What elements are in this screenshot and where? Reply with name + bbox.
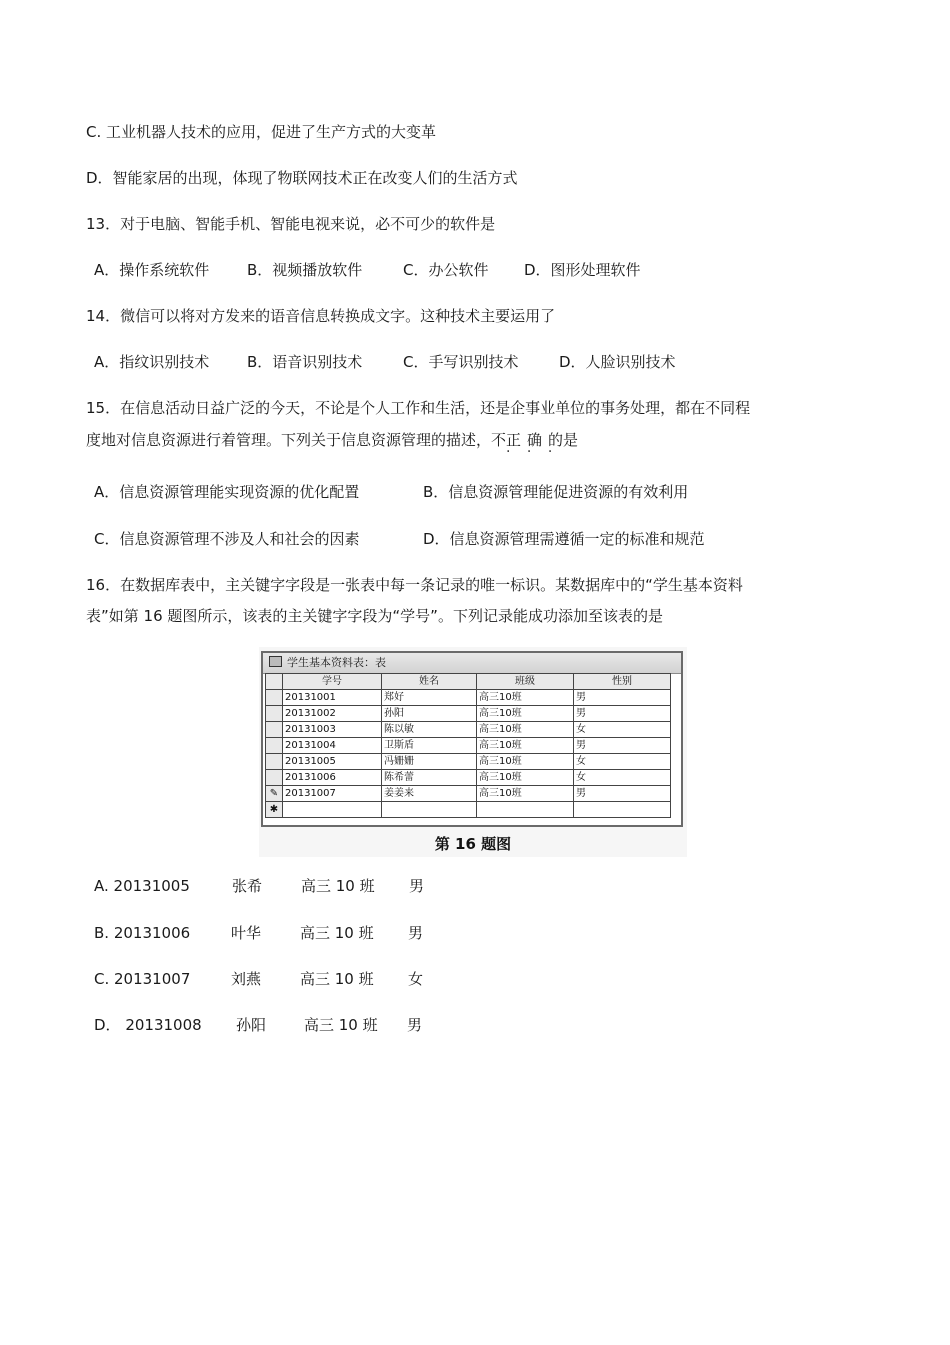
q16-stem-line1: 16．在数据库表中，主关键字字段是一张表中每一条记录的唯一标识。某数据库中的“学生基本资料 xyxy=(86,576,743,594)
table-icon xyxy=(269,656,282,667)
q12-option-d: D．智能家居的出现，体现了物联网技术正在改变人们的生活方式 xyxy=(86,169,518,187)
q16-option-gender: 女 xyxy=(408,970,424,988)
cell-id: 20131007 xyxy=(283,786,382,802)
row-selector xyxy=(266,722,283,738)
cell-id: 20131001 xyxy=(283,690,382,706)
window-title: 学生基本资料表：表 xyxy=(287,656,386,669)
cell-name: 孙阳 xyxy=(382,706,477,722)
q14-option-c: C．手写识别技术 xyxy=(403,353,519,371)
cell-empty xyxy=(477,802,574,818)
cell-id: 20131006 xyxy=(283,770,382,786)
cell-class: 高三10班 xyxy=(477,722,574,738)
q16-figure xyxy=(259,647,687,857)
q15-option-d: D．信息资源管理需遵循一定的标准和规范 xyxy=(423,530,705,548)
q16-stem-line2: 表”如第 16 题图所示，该表的主关键字字段为“学号”。下列记录能成功添加至该表的是 xyxy=(86,607,663,625)
cell-empty xyxy=(574,802,671,818)
q16-option-name: 孙阳 xyxy=(236,1016,267,1034)
q15-stem-line1: 15．在信息活动日益广泛的今天，不论是个人工作和生活，还是企事业单位的事务处理，都在不同程 xyxy=(86,399,751,417)
cell-id: 20131005 xyxy=(283,754,382,770)
cell-class: 高三10班 xyxy=(477,754,574,770)
table-row xyxy=(266,754,671,770)
q16-option-class: 高三 10 班 xyxy=(300,970,374,988)
q15-option-c: C．信息资源管理不涉及人和社会的因素 xyxy=(94,530,360,548)
cell-name: 郑好 xyxy=(382,690,477,706)
q16-option-gender: 男 xyxy=(409,877,425,895)
q15-emphasis: 正确 · · · xyxy=(506,431,548,449)
q16-option-label: D． 20131008 xyxy=(94,1016,202,1034)
q14-option-a: A．指纹识别技术 xyxy=(94,353,210,371)
row-selector xyxy=(266,754,283,770)
cell-class: 高三10班 xyxy=(477,738,574,754)
cell-gender: 女 xyxy=(574,722,671,738)
q14-stem: 14．微信可以将对方发来的语音信息转换成文字。这种技术主要运用了 xyxy=(86,307,556,325)
cell-id: 20131002 xyxy=(283,706,382,722)
row-selector xyxy=(266,770,283,786)
cell-gender: 男 xyxy=(574,690,671,706)
q15-option-a: A．信息资源管理能实现资源的优化配置 xyxy=(94,483,360,501)
window-titlebar xyxy=(263,653,681,674)
q14-option-b: B．语音识别技术 xyxy=(247,353,363,371)
table-row xyxy=(266,706,671,722)
table-row xyxy=(266,786,671,802)
q16-option-class: 高三 10 班 xyxy=(304,1016,378,1034)
cell-class: 高三10班 xyxy=(477,706,574,722)
cell-class: 高三10班 xyxy=(477,690,574,706)
row-selector-header xyxy=(266,674,283,690)
row-selector xyxy=(266,706,283,722)
cell-gender: 男 xyxy=(574,738,671,754)
table-row xyxy=(266,690,671,706)
q13-option-a: A．操作系统软件 xyxy=(94,261,210,279)
q15-stem-line2 xyxy=(86,430,578,450)
cell-gender: 男 xyxy=(574,786,671,802)
table-row xyxy=(266,722,671,738)
q16-option-name: 张希 xyxy=(232,877,263,895)
student-table xyxy=(265,673,671,818)
column-header: 性别 xyxy=(574,674,671,690)
cell-id: 20131004 xyxy=(283,738,382,754)
q16-option-gender: 男 xyxy=(408,924,424,942)
figure-caption: 第 16 题图 xyxy=(434,835,512,853)
cell-name: 陈以敏 xyxy=(382,722,477,738)
q16-option-class: 高三 10 班 xyxy=(300,924,374,942)
column-header: 班级 xyxy=(477,674,574,690)
new-row-marker: ✱ xyxy=(266,802,283,818)
cell-name: 冯姗姗 xyxy=(382,754,477,770)
q16-option-label: B. 20131006 xyxy=(94,924,191,942)
q16-option-name: 叶华 xyxy=(231,924,262,942)
q16-option-label: C. 20131007 xyxy=(94,970,191,988)
cell-name: 姜姜来 xyxy=(382,786,477,802)
q14-option-d: D．人脸识别技术 xyxy=(559,353,676,371)
q16-option-name: 刘燕 xyxy=(231,970,262,988)
cell-empty xyxy=(283,802,382,818)
cell-gender: 女 xyxy=(574,754,671,770)
q15-option-b: B．信息资源管理能促进资源的有效利用 xyxy=(423,483,689,501)
table-header-row xyxy=(266,674,671,690)
column-header: 姓名 xyxy=(382,674,477,690)
cell-empty xyxy=(382,802,477,818)
cell-name: 卫斯盾 xyxy=(382,738,477,754)
new-record-row xyxy=(266,802,671,818)
q15-stem-text: 度地对信息资源进行着管理。下列关于信息资源管理的描述，不 xyxy=(86,431,507,449)
cell-class: 高三10班 xyxy=(477,770,574,786)
table-row xyxy=(266,738,671,754)
row-selector xyxy=(266,690,283,706)
row-selector xyxy=(266,738,283,754)
q13-option-c: C．办公软件 xyxy=(403,261,489,279)
table-row xyxy=(266,770,671,786)
q13-stem: 13．对于电脑、智能手机、智能电视来说，必不可少的软件是 xyxy=(86,215,496,233)
cell-id: 20131003 xyxy=(283,722,382,738)
q13-option-d: D．图形处理软件 xyxy=(524,261,641,279)
edit-row-marker: ✎ xyxy=(266,786,283,802)
cell-gender: 女 xyxy=(574,770,671,786)
q16-option-gender: 男 xyxy=(407,1016,423,1034)
cell-name: 陈希蕾 xyxy=(382,770,477,786)
column-header: 学号 xyxy=(283,674,382,690)
q16-option-class: 高三 10 班 xyxy=(301,877,375,895)
cell-class: 高三10班 xyxy=(477,786,574,802)
q16-option-label: A. 20131005 xyxy=(94,877,190,895)
cell-gender: 男 xyxy=(574,706,671,722)
q15-stem-end: 的是 xyxy=(548,431,579,449)
q13-option-b: B．视频播放软件 xyxy=(247,261,363,279)
q12-option-c: C. 工业机器人技术的应用，促进了生产方式的大变革 xyxy=(86,123,437,141)
